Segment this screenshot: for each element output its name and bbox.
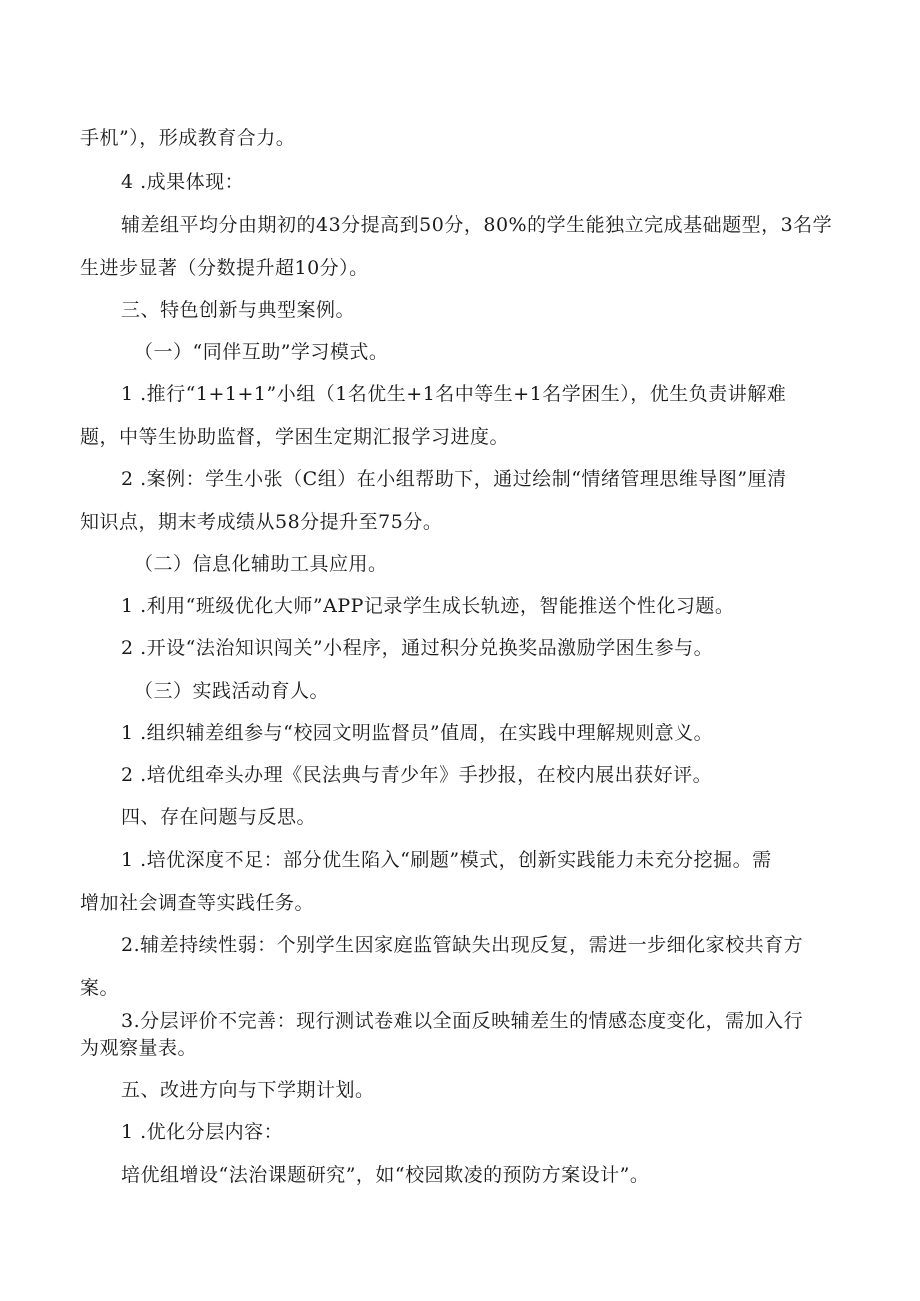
text-line: 案。 [80,977,120,999]
text-line: 生进步显著（分数提升超10分）。 [80,257,369,279]
text-line: 辅差组平均分由期初的43分提高到50分，80%的学生能独立完成基础题型，3名学 [121,214,833,236]
subsection-heading: （二）信息化辅助工具应用。 [134,553,388,575]
text-line: 为观察量表。 [80,1037,198,1059]
section-heading: 五、改进方向与下学期计划。 [121,1079,375,1101]
text-line: 1 .优化分层内容： [121,1121,284,1143]
text-line: 2 .培优组牵头办理《民法典与青少年》手抄报，在校内展出获好评。 [121,764,713,786]
text-line: 增加社会调查等实践任务。 [80,892,315,914]
text-line: 1 .培优深度不足：部分优生陷入“刷题”模式，创新实践能力未充分挖掘。需 [121,849,772,871]
section-heading: 4 .成果体现： [121,171,245,193]
section-heading: 三、特色创新与典型案例。 [121,299,356,321]
text-line: 2 .案例：学生小张（C组）在小组帮助下，通过绘制“情绪管理思维导图”厘清 [121,468,787,490]
subsection-heading: （三）实践活动育人。 [134,680,330,702]
section-heading: 四、存在问题与反思。 [121,806,317,828]
text-line: 手机”），形成教育合力。 [80,127,296,149]
text-line: 1 .利用“班级优化大师”APP记录学生成长轨迹，智能推送个性化习题。 [121,595,735,617]
text-line: 1 .组织辅差组参与“校园文明监督员”值周，在实践中理解规则意义。 [121,722,714,744]
text-line: 知识点，期末考成绩从58分提升至75分。 [80,511,443,533]
text-line: 3.分层评价不完善：现行测试卷难以全面反映辅差生的情感态度变化，需加入行 [121,1010,804,1032]
text-line: 2 .开设“法治知识闯关”小程序，通过积分兑换奖品激励学困生参与。 [121,637,714,659]
text-line: 培优组增设“法治课题研究”，如“校园欺凌的预防方案设计”。 [121,1164,650,1186]
text-line: 2.辅差持续性弱：个别学生因家庭监管缺失出现反复，需进一步细化家校共育方 [121,934,804,956]
text-line: 1 .推行“1+1+1”小组（1名优生+1名中等生+1名学困生），优生负责讲解难 [121,383,787,405]
subsection-heading: （一）“同伴互助”学习模式。 [134,341,389,363]
text-line: 题，中等生协助监督，学困生定期汇报学习进度。 [80,426,510,448]
